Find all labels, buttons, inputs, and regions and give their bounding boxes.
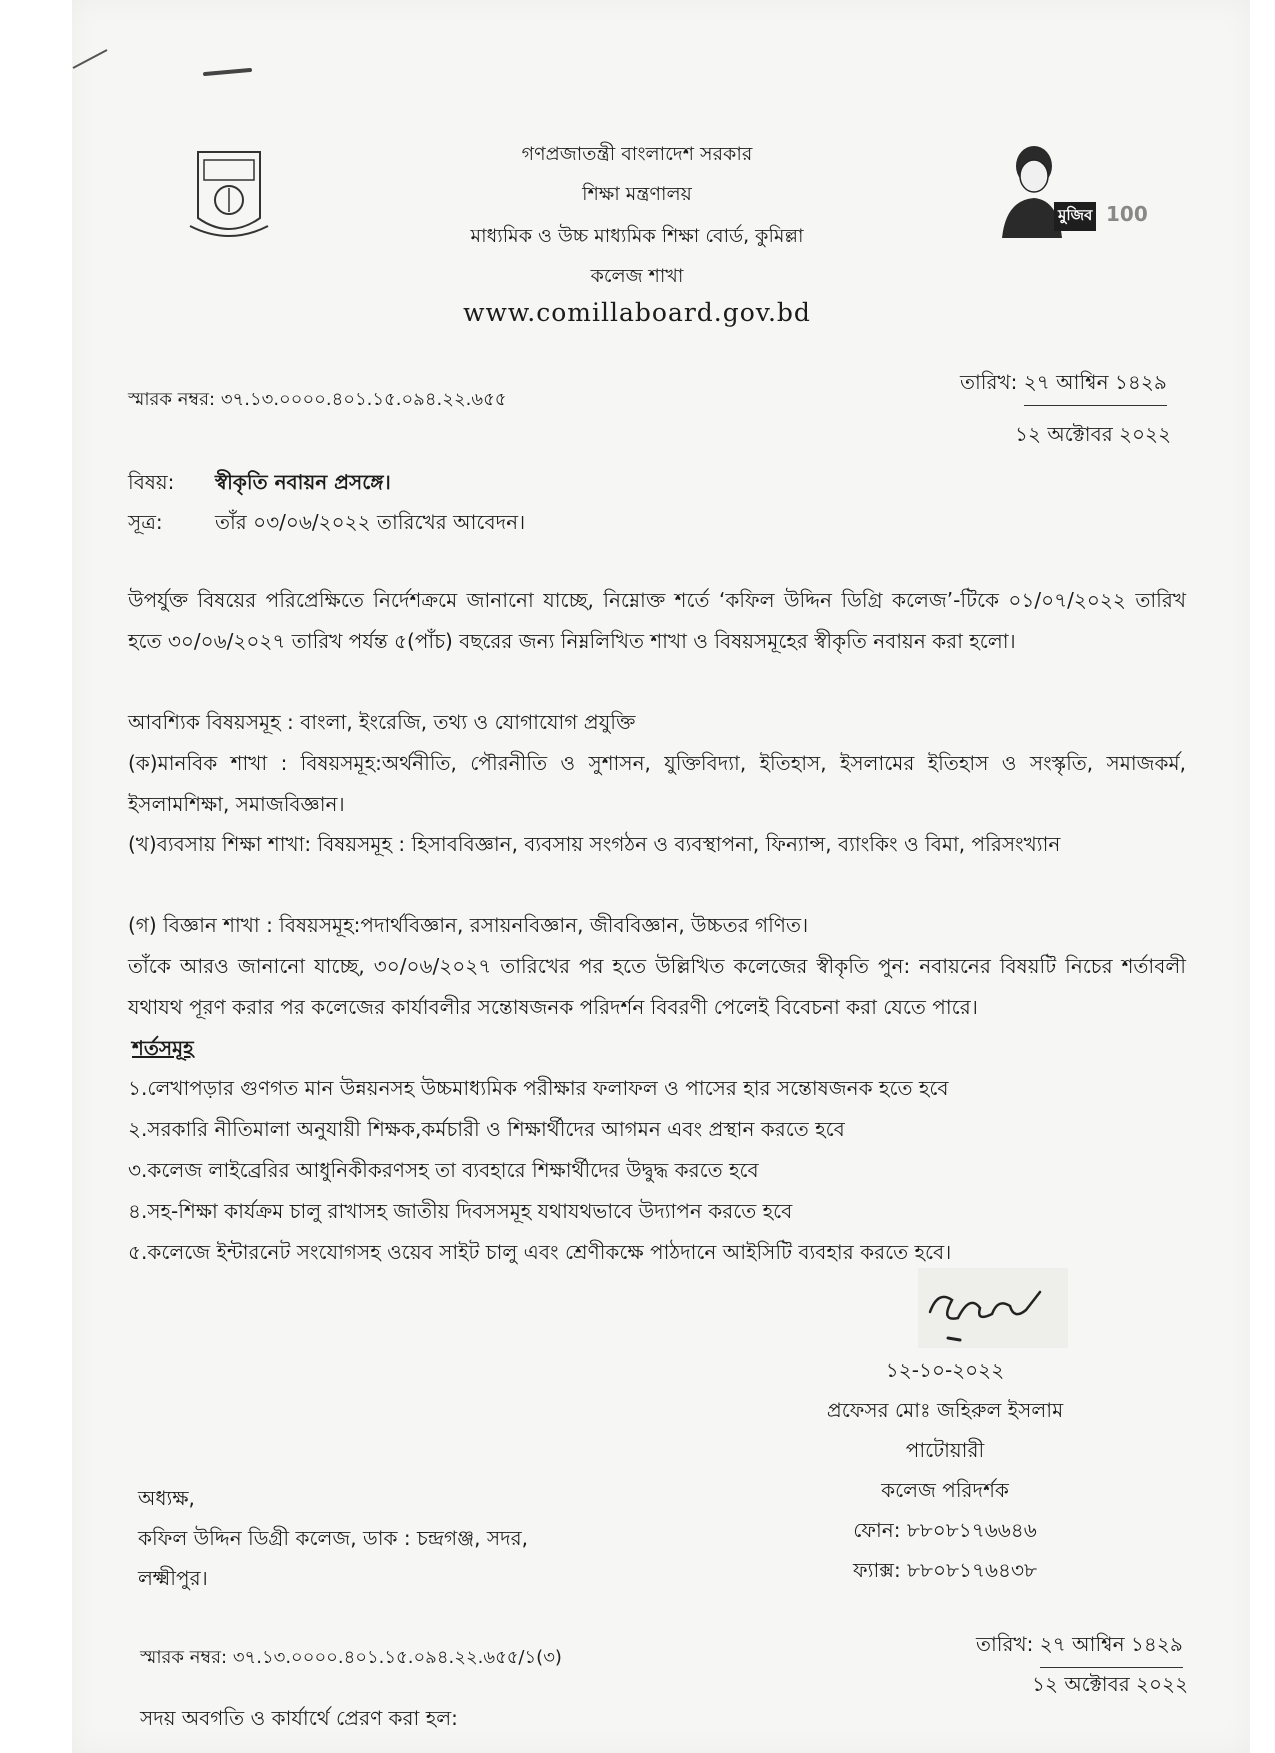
memo-number-label: স্মারক নম্বর: [128,389,216,410]
subject-label: বিষয়: [128,470,175,494]
memo-date-label: তারিখ: [960,370,1018,394]
memo-number-row [128,385,506,416]
memo-date-english: ১২ অক্টোবর ২০২২ [1015,422,1172,446]
reference-text: তাঁর ০৩/০৬/২০২২ তারিখের আবেদন। [215,510,526,534]
business-branch: (খ)ব্যবসায় শিক্ষা শাখা: বিষয়সমূহ : হিসাববিজ্ঞান, ব্যবসায় সংগঠন ও ব্যবস্থাপনা, ফিন্যান্স, ব্যাংকিং ও বিমা, পরিসংখ্যান [128,832,1061,856]
copy-date-english: ১২ অক্টোবর ২০২২ [1032,1672,1189,1696]
conditions-heading: শর্তসমূহ [132,1036,194,1060]
copy-note: সদয় অবগতি ও কার্যার্থে প্রেরণ করা হল: [140,1706,458,1730]
signatory-phone: ফোন: ৮৮০৮১৭৬৬৪৬ [853,1518,1037,1542]
memo-date-bangla: ২৭ আশ্বিন ১৪২৯ [1024,368,1167,406]
intro-paragraph: উপর্যুক্ত বিষয়ের পরিপ্রেক্ষিতে নির্দেশক্রমে জানানো যাচ্ছে, নিম্নোক্ত শর্তে ‘কফিল উদ্দিন ডিগ্রি কলেজ’-টিকে ০১/০৭/২০২২ তারিখ হতে ৩০/০৬/২০২৭ তারিখ পর্যন্ত ৫(পাঁচ) বছরের জন্য নিম্নলিখিত শাখা ও বিষয়সমূহের স্বীকৃতি নবায়ন করা হলো। [128,588,1186,653]
condition-item: ১.লেখাপড়ার গুণগত মান উন্নয়নসহ উচ্চমাধ্যমিক পরীক্ষার ফলাফল ও পাসের হার সন্তোষজনক হতে হবে [128,1076,949,1100]
signed-date: ১২-১০-২০২২ [885,1358,1005,1382]
mujib-label: মুজিব [1054,202,1096,231]
copy-number: ৩৭.১৩.০০০০.৪০১.১৫.০৯৪.২২.৬৫৫/১(৩) [232,1647,562,1668]
board-title: মাধ্যমিক ও উচ্চ মাধ্যমিক শিক্ষা বোর্ড, কুমিল্লা [470,225,804,247]
signatory-name: প্রফেসর মোঃ জহিরুল ইসলাম পাটোয়ারী [826,1398,1064,1462]
recipient-block [138,1478,528,1598]
mujib-100-label: 100 [1106,202,1148,226]
copy-memo-row [140,1643,562,1674]
condition-item: ৪.সহ-শিক্ষা কার্যক্রম চালু রাখাসহ জাতীয় দিবসসমূহ যথাযথভাবে উদ্যাপন করতে হবে [128,1199,793,1223]
mujib-logo [996,140,1146,240]
copy-date-label: তারিখ: [976,1632,1034,1656]
further-paragraph: তাঁকে আরও জানানো যাচ্ছে, ৩০/০৬/২০২৭ তারিখের পর হতে উল্লিখিত কলেজের স্বীকৃতি পুন: নবায়নের বিষয়টি নিচের শর্তাবলী যথাযথ পূরণ করার পর কলেজের কার্যাবলীর সন্তোষজনক পরিদর্শন বিবরণী পেলেই বিবেচনা করা যেতে পারে। [128,954,1186,1019]
condition-item: ৩.কলেজ লাইব্রেরির আধুনিকীকরণসহ তা ব্যবহারে শিক্ষার্থীদের উদ্বুদ্ধ করতে হবে [128,1158,759,1182]
copy-number-label: স্মারক নম্বর: [140,1647,228,1668]
branch-title: কলেজ শাখা [590,265,684,287]
signature-block [790,1350,1100,1590]
board-emblem-icon [188,148,270,244]
website-link[interactable]: www.comillaboard.gov.bd [463,298,811,327]
memo-date-row [960,368,1167,406]
signatory-designation: কলেজ পরিদর্শক [881,1478,1009,1502]
subject-text: স্বীকৃতি নবায়ন প্রসঙ্গে। [215,470,391,494]
humanities-branch: (ক)মানবিক শাখা : বিষয়সমূহ:অর্থনীতি, পৌরনীতি ও সুশাসন, যুক্তিবিদ্যা, ইতিহাস, ইসলামের ইতিহাস ও সংস্কৃতি, সমাজকর্ম, ইসলামশিক্ষা, সমাজবিজ্ঞান। [128,751,1186,816]
conditions-list [128,1068,1186,1273]
staple-mark [65,40,265,90]
recipient-title: অধ্যক্ষ, [138,1486,195,1510]
copy-date-bangla: ২৭ আশ্বিন ১৪২৯ [1040,1630,1183,1668]
ministry-title: শিক্ষা মন্ত্রণালয় [582,183,692,205]
condition-item: ৫.কলেজে ইন্টারনেট সংযোগসহ ওয়েব সাইট চালু এবং শ্রেণীকক্ষে পাঠদানে আইসিটি ব্যবহার করতে হবে। [128,1240,952,1264]
signature-icon [918,1268,1068,1348]
govt-title: গণপ্রজাতন্ত্রী বাংলাদেশ সরকার [521,143,753,165]
copy-date-row [976,1630,1183,1668]
recipient-address: কফিল উদ্দিন ডিগ্রী কলেজ, ডাক : চন্দ্রগঞ্জ, সদর, [138,1526,528,1550]
science-branch: (গ) বিজ্ঞান শাখা : বিষয়সমূহ:পদার্থবিজ্ঞান, রসায়নবিজ্ঞান, জীববিজ্ঞান, উচ্চতর গণিত। [128,913,809,937]
memo-number: ৩৭.১৩.০০০০.৪০১.১৫.০৯৪.২২.৬৫৫ [220,389,507,410]
compulsory-subjects: আবশ্যিক বিষয়সমূহ : বাংলা, ইংরেজি, তথ্য ও যোগাযোগ প্রযুক্তি [128,710,636,734]
signatory-fax: ফ্যাক্স: ৮৮০৮১৭৬৪৩৮ [853,1558,1037,1582]
recipient-district: লক্ষ্মীপুর। [138,1566,208,1590]
condition-item: ২.সরকারি নীতিমালা অনুযায়ী শিক্ষক,কর্মচারী ও শিক্ষার্থীদের আগমন এবং প্রস্থান করতে হবে [128,1117,845,1141]
reference-label: সূত্র: [128,510,163,534]
